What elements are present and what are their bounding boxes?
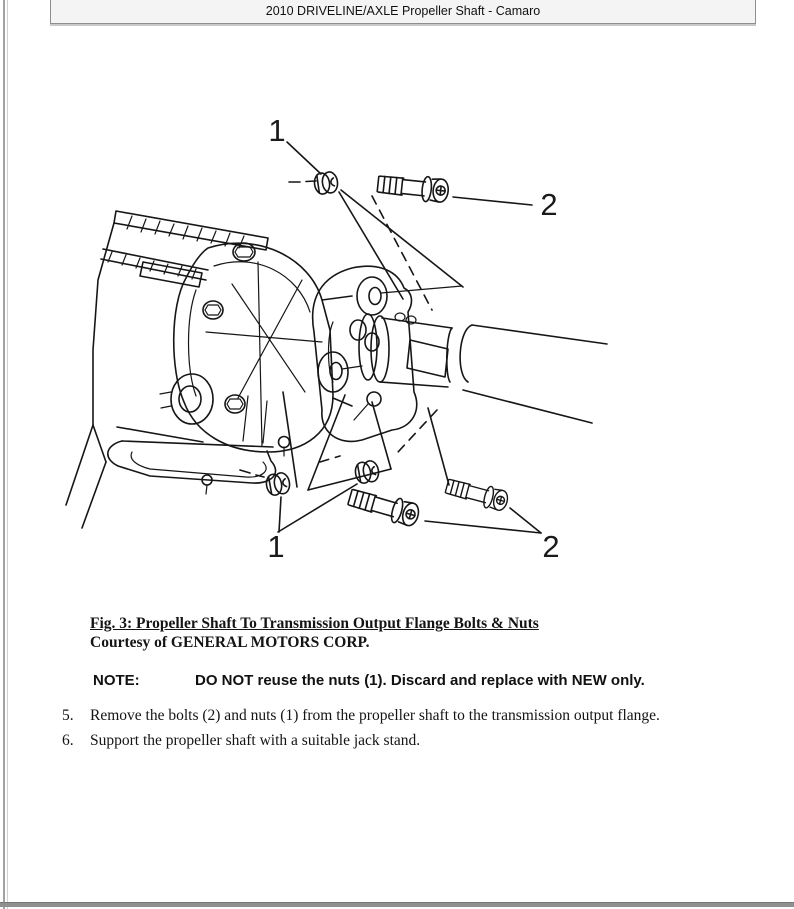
bottom-left-nut-illustration [265, 472, 291, 497]
bottom-middle-nut-illustration [354, 460, 380, 485]
step-number: 6. [62, 732, 74, 749]
figure-caption: Fig. 3: Propeller Shaft To Transmission Output Flange Bolts & Nuts [90, 615, 539, 632]
bottom-page-edge-line [0, 902, 794, 907]
step-text: Remove the bolts (2) and nuts (1) from the propeller shaft to the transmission output flange. [90, 707, 660, 724]
note-text: DO NOT reuse the nuts (1). Discard and replace with NEW only. [195, 672, 645, 689]
header-title: 2010 DRIVELINE/AXLE Propeller Shaft - Camaro [265, 4, 541, 18]
transmission-illustration [66, 211, 352, 528]
figure-caption-block [90, 614, 539, 652]
procedure-steps [62, 707, 660, 757]
output-flange-illustration [313, 266, 462, 441]
construction-lines [240, 142, 541, 533]
bottom-right-bolt-illustration [444, 475, 510, 512]
callout-bolt-bottom: 2 [542, 529, 560, 564]
callout-bolt-top: 2 [540, 187, 558, 222]
callout-nut-bottom: 1 [267, 529, 285, 564]
left-page-edge-line-light [7, 0, 8, 909]
top-nut-illustration [313, 171, 339, 195]
step-row [62, 732, 660, 750]
left-page-edge-line [3, 0, 5, 909]
step-number: 5. [62, 707, 74, 724]
figure-courtesy: Courtesy of GENERAL MOTORS CORP. [90, 634, 370, 651]
header-title-bar [50, 0, 756, 24]
step-row [62, 707, 660, 725]
top-bolt-illustration [377, 172, 450, 204]
bottom-left-bolt-illustration [347, 485, 422, 528]
note-row [93, 672, 645, 689]
note-label: NOTE: [93, 672, 140, 689]
callout-nut-top: 1 [268, 113, 286, 148]
propeller-shaft-illustration [359, 314, 607, 423]
step-text: Support the propeller shaft with a suitable jack stand. [90, 732, 421, 749]
